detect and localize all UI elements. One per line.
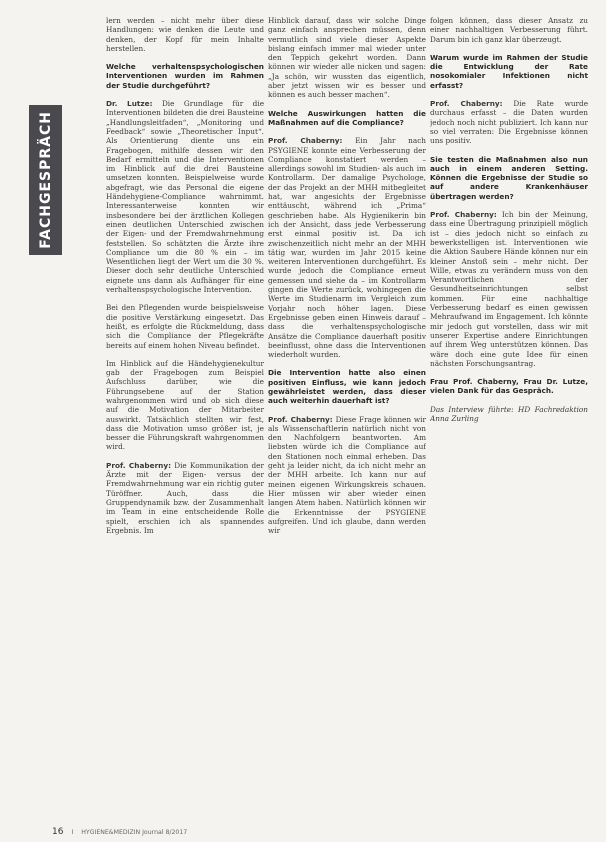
- paragraph-text: Die Kommunikation der Ärzte mit der Eigen- versus der Fremdwahrnehmung war ein richtig guter Türöffner. Auch, dass die Gruppendynamik bzw. der Zusammenhalt im Team in eine entscheidende Rolle spielt, erschien ich als spannendes Ergebnis. Im: [106, 460, 264, 535]
- publication-name: HYGIENE&MEDIZIN Journal 8/2017: [81, 829, 188, 836]
- paragraph: [106, 16, 264, 53]
- paragraph-text: Die Grundlage für die Interventionen bildeten die drei Bausteine „Handlungsleitfaden“, „Monitoring und Feedback“ sowie „Theoretischer Input“. Als Orientierung diente uns ein Fragebogen, mithilfe dessen wir den Bedarf ermitteln und die Interventionen im Hinblick auf die drei Bausteine umsetzen konnten. Beispielweise wurde abgefragt, wie das Personal die eigene Händehygiene-Compliance wahrnimmt. Interessanterweise konnten wir insbesondere bei der ärztlichen Kollegen einen deutlichen Unterschied zwischen der Eigen- und der Fremdwahrnehmung feststellen. So schätzten die Ärzte ihre Compliance um die 80 % ein – im Wesentlichen liegt der Wert um die 30 %. Dieser doch sehr deutliche Unterschied eignete uns dann als Aufhänger für eine verhaltenspsychologische Intervention.: [106, 99, 264, 295]
- speaker-name: Dr. Lutze:: [106, 99, 153, 109]
- paragraph: [430, 16, 588, 44]
- paragraph-text: Die Rate wurde durchaus erfasst – die Daten wurden jedoch noch nicht publiziert. Ich kann nur so viel verraten: Die Ergebnisse können uns positiv.: [430, 99, 588, 146]
- paragraph-text: Die Intervention hatte also einen positiven Einfluss, wie kann jedoch gewährleistet werden, dass dieser auch weiterhin dauerhaft ist?: [268, 368, 426, 406]
- paragraph-text: Hinblick darauf, dass wir solche Dinge ganz einfach ansprechen müssen, denn vermutlich sind viele dieser Aspekte bislang einfach immer mal wieder unter den Teppich gekehrt worden. Dann können wir wieder alle nicken und sagen: „Ja schön, wir wussten das eigentlich, aber jetzt wissen wir es besser und können es auch besser machen“.: [268, 16, 426, 100]
- article-column-1: [106, 16, 264, 816]
- paragraph: [430, 99, 588, 145]
- speaker-name: Prof. Chaberny:: [430, 99, 503, 109]
- interview-question: [430, 155, 588, 201]
- interview-credit: [430, 405, 588, 424]
- paragraph-text: Im Hinblick auf die Händehygienekultur gab der Fragebogen zum Beispiel Aufschluss darüber, wie die Führungsebene auf der Station wahrgenommen wird und ob sich diese auf die Motivation der Mitarbeiter auswirkt. Tatsächlich stellten wir fest, dass die Motivation umso größer ist, je besser die Führungskraft wahrgenommen wird.: [106, 358, 264, 452]
- interview-question: [268, 368, 426, 405]
- paragraph: [268, 16, 426, 100]
- footer-separator: I: [71, 829, 74, 836]
- paragraph-text: Welche verhaltenspsychologischen Interventionen wurden im Rahmen der Studie durchgeführt?: [106, 62, 264, 90]
- speaker-name: Prof. Chaberny:: [106, 460, 172, 470]
- paragraph-text: lern werden – nicht mehr über diese Handlungen: wie denken die Leute und denken, der Kopf für mein Inhalte herstellen.: [106, 16, 264, 53]
- paragraph: [106, 359, 264, 452]
- interview-question: [268, 109, 426, 128]
- page-footer: [52, 827, 187, 837]
- paragraph-text: Diese Frage können wir als Wissenschaftlerin natürlich nicht von den Nachfolgern beantworten. Am liebsten würde ich die Compliance auf den Stationen noch einmal erheben. Das geht ja leider nicht, da ich nicht mehr an der MHH arbeite. Ich kann nur auf meinen eigenen Wirkungskreis schauen. Hier müssen wir aber wieder einen langen Atem haben. Natürlich können wir die Erkenntnisse der PSYGIENE aufgreifen. Und ich glaube, dann werden wir: [268, 414, 426, 536]
- paragraph: [106, 303, 264, 349]
- paragraph-text: Ich bin der Meinung, dass eine Übertragung prinzipiell möglich ist – dies jedoch nicht so einfach zu bewerkstelligen ist. Interventionen wie die Aktion Saubere Hände können nur ein kleiner Anstoß sein – mehr nicht. Der Wille, etwas zu verändern muss von den Verantwortlichen der Gesundheitseinrichtungen selbst kommen. Für eine nachhaltige Verbesserung bedarf es einen gewissen Mehraufwand im Engagement. Ich könnte mir jedoch gut vorstellen, dass wir mit unserer Expertise andere Einrichtungen auf ihrem Weg unterstützen können. Das wäre doch eine gute Idee für einen nächsten Forschungsantrag.: [430, 210, 588, 368]
- article-column-3: [430, 16, 588, 816]
- speaker-name: Prof. Chaberny:: [268, 136, 343, 146]
- paragraph-text: Welche Auswirkungen hatten die Maßnahmen auf die Compliance?: [268, 108, 426, 127]
- interview-question: [106, 62, 264, 90]
- paragraph-text: folgen können, dass dieser Ansatz zu einer nachhaltigen Verbesserung führt. Darum bin ich ganz klar überzeugt.: [430, 16, 588, 44]
- paragraph-text: Sie testen die Maßnahmen also nun auch in einem anderen Setting. Können die Ergebnisse der Studie so auf andere Krankenhäuser übertragen werden?: [430, 154, 588, 201]
- paragraph: [268, 136, 426, 359]
- paragraph-text: Ein Jahr nach PSYGIENE konnte eine Verbesserung der Compliance konstatiert werden – allerdings sowohl im Studien- als auch im Kontrollarm. Der damalige Psychologe, der das Projekt an der MHH mitbegleitet hat, war angesichts der Ergebnisse enttäuscht, während ich „Prima“ geschrieben habe. Als Hygienikerin bin ich der Ansicht, dass jede Verbesserung erst einmal positiv ist. Da ich zwischenzeitlich nicht mehr an der MHH tätig war, wurden im Jahr 2015 keine weiteren Interventionen durchgeführt. Es wurde jedoch die Compliance erneut gemessen und siehe da – im Kontrollarm gingen die Werte zurück, wohingegen die Werte im Studienarm im Vergleich zum Vorjahr noch höher lagen. Diese Ergebnisse geben einen Hinweis darauf – dass die verhaltenspsychologische Ansätze die Compliance dauerhaft positiv beeinflusst, ohne dass die Interventionen wiederholt wurden.: [268, 136, 426, 360]
- page-number: 16: [52, 827, 64, 837]
- paragraph-text: Bei den Pflegenden wurde beispielsweise die positive Verstärkung eingesetzt. Das heißt, es erfolgte die Rückmeldung, dass sich die Compliance der Pflegekräfte bereits auf einem hohen Niveau befindet.: [106, 303, 264, 350]
- speaker-name: Prof. Chaberny:: [268, 414, 333, 424]
- paragraph: [430, 210, 588, 368]
- speaker-name: Prof. Chaberny:: [430, 210, 497, 220]
- article-column-2: [268, 16, 426, 816]
- section-tab: [29, 105, 62, 255]
- paragraph: [106, 461, 264, 535]
- paragraph: [106, 99, 264, 294]
- section-label: FACHGESPRÄCH: [37, 111, 54, 249]
- interview-question: [430, 377, 588, 396]
- paragraph-text: Frau Prof. Chaberny, Frau Dr. Lutze, vielen Dank für das Gespräch.: [430, 377, 588, 396]
- paragraph-text: Das Interview führte: HD Fachredaktion Anna Zurling: [430, 404, 588, 423]
- interview-question: [430, 53, 588, 90]
- paragraph: [268, 415, 426, 536]
- paragraph-text: Warum wurde im Rahmen der Studie die Entwicklung der Rate nosokomialer Infektionen nicht erfasst?: [430, 52, 588, 90]
